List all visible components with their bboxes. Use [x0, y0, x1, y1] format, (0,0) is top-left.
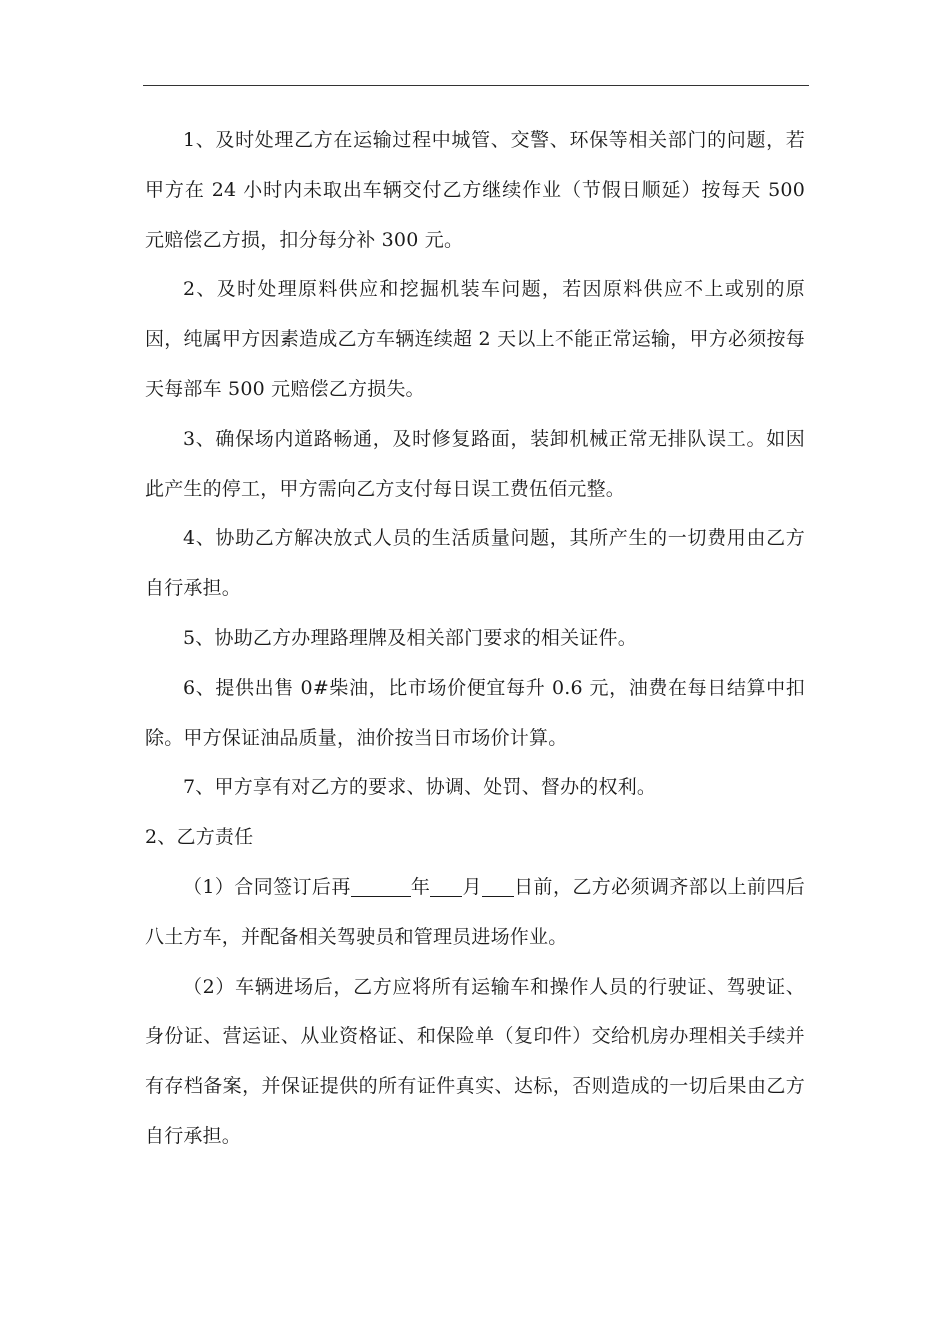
clause-paragraph: 4、协助乙方解决放式人员的生活质量问题，其所产生的一切费用由乙方自行承担。 — [145, 527, 805, 600]
clause-paragraph: 3、确保场内道路畅通，及时修复路面，装卸机械正常无排队误工。如因此产生的停工，甲方需向乙方支付每日误工费伍佰元整。 — [145, 427, 805, 500]
clause-paragraph: 2、及时处理原料供应和挖掘机装车问题，若因原料供应不上或别的原因，纯属甲方因素造成乙方车辆连续超 2 天以上不能正常运输，甲方必须按每天每部车 500 元赔偿乙方损失。 — [145, 278, 805, 400]
clause-paragraph-with-blanks — [145, 863, 805, 963]
year-blank — [351, 874, 411, 897]
clause-paragraph: 7、甲方享有对乙方的要求、协调、处罚、督办的权利。 — [183, 776, 657, 799]
clause-paragraph: 6、提供出售 0#柴油，比市场价便宜每升 0.6 元，油费在每日结算中扣除。甲方保证油品质量，油价按当日市场价计算。 — [145, 676, 805, 749]
month-blank — [430, 874, 462, 897]
clause1-rest: 日前，乙方必须调齐部以上前四后八土方车，并配备相关驾驶员和管理员进场作业。 — [145, 875, 805, 948]
year-label: 年 — [410, 875, 431, 898]
clause-paragraph: 5、协助乙方办理路理牌及相关部门要求的相关证件。 — [183, 626, 637, 649]
clause1-prefix: （1）合同签订后再 — [183, 875, 351, 898]
section-heading: 2、乙方责任 — [145, 826, 254, 849]
clause-paragraph: 1、及时处理乙方在运输过程中城管、交警、环保等相关部门的问题，若甲方在 24 小时内未取出车辆交付乙方继续作业（节假日顺延）按每天 500 元赔偿乙方损，扣分每分补 300 元。 — [145, 129, 805, 251]
month-label: 月 — [462, 875, 482, 898]
header-rule — [143, 85, 809, 86]
day-blank — [482, 874, 514, 897]
document-body — [145, 116, 805, 1162]
clause-paragraph: （2）车辆进场后，乙方应将所有运输车和操作人员的行驶证、驾驶证、身份证、营运证、从业资格证、和保险单（复印件）交给机房办理相关手续并有存档备案，并保证提供的所有证件真实、达标，否则造成的一切后果由乙方自行承担。 — [145, 975, 805, 1147]
